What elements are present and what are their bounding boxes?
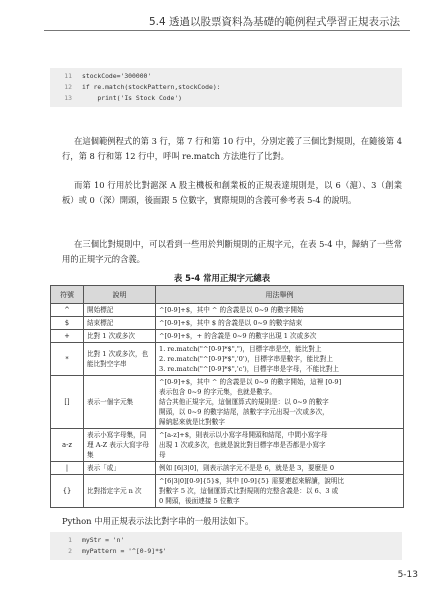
code-line xyxy=(50,535,402,546)
header-example: 用法舉例 xyxy=(156,286,404,304)
line-number: 11 xyxy=(64,72,72,80)
example-line: ^[a-z]+$，則表示以小寫字母開頭和結尾，中間小寫字母 xyxy=(159,431,328,439)
table-row xyxy=(51,462,404,475)
example-line: ^[6|3|0][0-9]{5}$，其中 [0-9]{5} 需要連起來解讀，說明比 xyxy=(159,477,345,485)
example-line: 歸納起來就是比對數字 xyxy=(159,418,225,426)
cell-symbol: * xyxy=(51,343,84,376)
cell-description: 表示「或」 xyxy=(84,462,156,475)
code-line xyxy=(50,93,402,104)
example-line: 表示包含 0~9 的字元集，也就是數字。 xyxy=(159,388,277,396)
code-text: stockCode='300000' xyxy=(82,72,152,80)
code-block-top xyxy=(50,68,402,107)
cell-example xyxy=(156,304,404,317)
cell-example xyxy=(156,462,404,475)
example-line: 2. re.match("^[0-9]*$",'0')，目標字串是數字，能比對上 xyxy=(159,355,333,363)
example-line: 0 開頭，後面連接 5 位數字 xyxy=(159,497,240,505)
cell-symbol: ^ xyxy=(51,304,84,317)
cell-symbol: | xyxy=(51,462,84,475)
cell-description: 表示小寫字母集，同理 A-Z 表示大寫字母集 xyxy=(84,429,156,462)
page-header xyxy=(0,0,444,44)
header-divider xyxy=(44,30,410,31)
page-number: 5-13 xyxy=(397,570,418,580)
code-line xyxy=(50,71,402,82)
cell-symbol: a-z xyxy=(51,429,84,462)
cell-description: 比對 1 次或多次 xyxy=(84,330,156,343)
example-line: 3. re.match("^[0-9]*$",'c')，目標字串是字母，不能比對上 xyxy=(159,365,340,373)
example-line: 1. re.match("^[0-9]*$",")，目標字串是空，能比對上 xyxy=(159,345,322,353)
table-row xyxy=(51,317,404,330)
cell-description: 表示一個字元集 xyxy=(84,376,156,429)
cell-symbol: [] xyxy=(51,376,84,429)
paragraph-3: 在三個比對規則中，可以看到一些用於判斷規則的正規字元，在表 5-4 中，歸納了一些常用的正規字元的含義。 xyxy=(62,239,402,264)
table-row xyxy=(51,304,404,317)
cell-example xyxy=(156,330,404,343)
cell-example xyxy=(156,317,404,330)
paragraph-1: 在這個範例程式的第 3 行，第 7 行和第 10 行中，分別定義了三個比對規則，在隨後第 4 行，第 8 行和第 12 行中，呼叫 re.match 方法進行了比對。 xyxy=(62,136,402,161)
regex-table xyxy=(50,285,404,508)
code-text: if re.match(stockPattern,stockCode): xyxy=(82,83,221,91)
example-line: 結合其他正規字元，這個運算式的規則是：以 0~9 的數字 xyxy=(159,398,329,406)
code-text: myPattern = '^[0-9]*$' xyxy=(82,547,167,555)
example-line: 母 xyxy=(159,451,166,459)
cell-example xyxy=(156,475,404,508)
code-text: print('Is Stock Code') xyxy=(82,94,183,102)
table-row xyxy=(51,475,404,508)
running-header-title: 5.4 透過以股票資料為基礎的範例程式學習正規表示法 xyxy=(148,16,400,28)
cell-symbol: + xyxy=(51,330,84,343)
lead-text: Python 中用正規表示法比對字串的一般用法如下。 xyxy=(62,516,254,526)
cell-symbol: $ xyxy=(51,317,84,330)
table-row xyxy=(51,376,404,429)
header-symbol: 符號 xyxy=(51,286,84,304)
cell-example xyxy=(156,429,404,462)
code-block-bottom xyxy=(50,532,402,560)
header-description: 說明 xyxy=(84,286,156,304)
example-line: ^[0-9]+$，其中 ^ 的含義是以 0~9 的數字開始 xyxy=(159,306,304,314)
paragraph-2: 而第 10 行用於比對滬深 A 股主機板和創業板的正規表達規則是，以 6（滬）、3（創業板）或 0（深）開頭，後面跟 5 位數字，實際規則的含義可參考表 5-4 的說明。 xyxy=(62,180,402,205)
example-line: ^[0-9]+$，其中 ^ 的含義是以 0~9 的數字開始，這裡 [0-9] xyxy=(159,378,342,386)
example-line: 開頭，以 0~9 的數字結尾，該數字字元出現一次或多次， xyxy=(159,408,329,416)
table-row xyxy=(51,330,404,343)
example-line: 出現 1 次或多次，也就是說比對目標字串是否都是小寫字 xyxy=(159,441,326,449)
line-number: 1 xyxy=(68,536,72,544)
line-number: 13 xyxy=(64,94,72,102)
table-caption: 表 5-4 常用正規字元總表 xyxy=(173,273,271,283)
cell-description: 結束標記 xyxy=(84,317,156,330)
cell-description: 比對指定字元 n 次 xyxy=(84,475,156,508)
example-line: ^[0-9]+$，+ 的含義是 0~9 的數字出現 1 次或多次 xyxy=(159,332,317,340)
cell-description: 比對 1 次或多次，也能比對空字串 xyxy=(84,343,156,376)
example-line: 對數字 5 次，這個運算式比對規則的完整含義是：以 6、3 或 xyxy=(159,487,339,495)
cell-example xyxy=(156,343,404,376)
table-row xyxy=(51,429,404,462)
code-text: myStr = 'n' xyxy=(82,536,125,544)
example-line: ^[0-9]+$，其中 $ 的含義是以 0~9 的數字結束 xyxy=(159,319,303,327)
code-line xyxy=(50,82,402,93)
cell-symbol: {} xyxy=(51,475,84,508)
line-number: 12 xyxy=(64,83,72,91)
cell-description: 開始標記 xyxy=(84,304,156,317)
table-row xyxy=(51,343,404,376)
line-number: 2 xyxy=(68,547,72,555)
code-line xyxy=(50,546,402,557)
cell-example xyxy=(156,376,404,429)
example-line: 例如 [6|3|0]，則表示該字元不是是 6，就是是 3，要麼是 0 xyxy=(159,464,335,472)
table-header-row xyxy=(51,286,404,304)
